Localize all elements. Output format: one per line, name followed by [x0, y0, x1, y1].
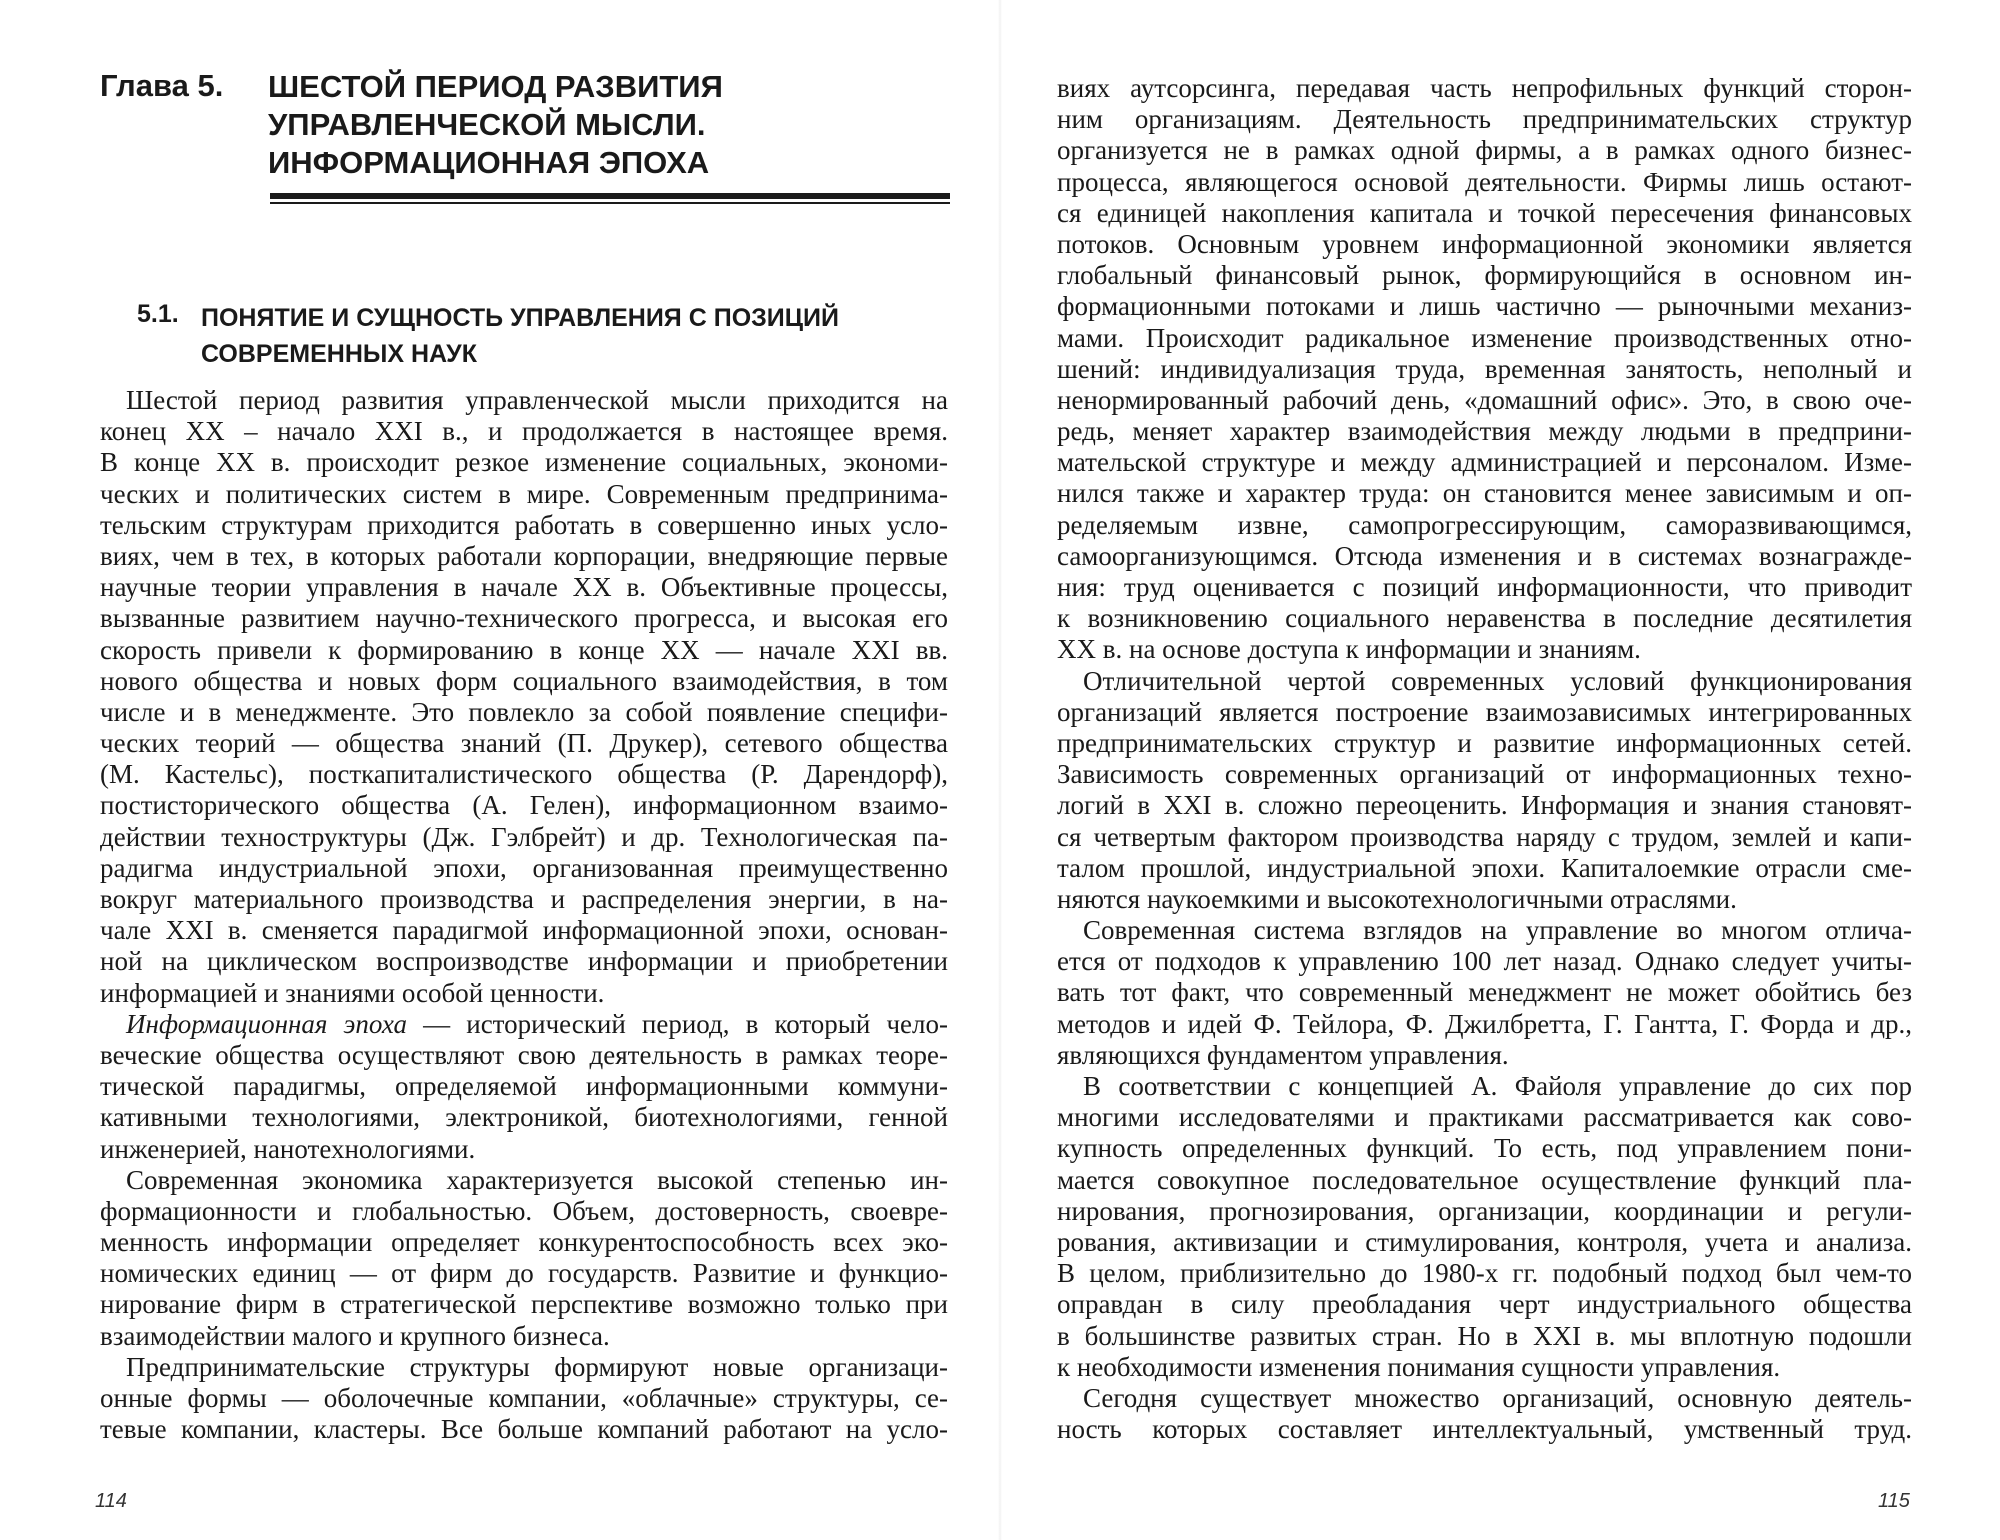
text-line: ся четвертым фактором производства наряду с трудом, землей и капи- — [1057, 821, 1912, 852]
text-line: Зависимость современных организаций от информационных техно- — [1057, 759, 1912, 790]
text-line: номических единиц — от фирм до государств. Развитие и функцио- — [100, 1258, 948, 1289]
text-line: потоков. Основным уровнем информационной экономики является — [1057, 228, 1912, 259]
page-number-left: 114 — [95, 1490, 127, 1512]
text-line: ним организациям. Деятельность предпринимательских структур — [1057, 104, 1912, 135]
text-line: информацией и знаниями особой ценности. — [100, 977, 605, 1008]
text-line: шений: индивидуализация труда, временная занятость, неполный и — [1057, 353, 1912, 384]
text-line: конец XX – начало XXI в., и продолжается в настоящее время. — [100, 416, 948, 447]
text-line: В соответствии с концепцией А. Файоля управление до сих пор — [1083, 1071, 1912, 1101]
text-line: редь, меняет характер взаимодействия между людьми в предприни- — [1057, 416, 1912, 447]
chapter-title-line: ИНФОРМАЦИОННАЯ ЭПОХА — [268, 145, 710, 180]
text-line: процесса, являющегося основой деятельности. Фирмы лишь остают- — [1057, 166, 1912, 197]
text-line: (М. Кастельс), посткапиталистического общества (Р. Дарендорф), — [100, 759, 948, 790]
text-line: мательской структуре и между администрацией и персоналом. Изме- — [1057, 447, 1912, 478]
text-line: являющихся фундаментом управления. — [1057, 1039, 1509, 1070]
section-title-line: ПОНЯТИЕ И СУЩНОСТЬ УПРАВЛЕНИЯ С ПОЗИЦИЙ — [201, 304, 839, 332]
text-line: Предпринимательские структуры формируют новые организаци- — [126, 1351, 948, 1382]
text-line: Отличительной чертой современных условий функционирования — [1083, 665, 1912, 696]
italic-term: Информационная эпоха — [126, 1008, 408, 1039]
text-line: чале XXI в. сменяется парадигмой информационной эпохи, основан- — [100, 915, 948, 946]
section-number: 5.1. — [137, 300, 179, 328]
text-line: ненормированный рабочий день, «домашний офис». Это, в свою оче- — [1057, 384, 1912, 415]
text-line: веческие общества осуществляют свою деятельность в рамках теоре- — [100, 1039, 948, 1070]
chapter-rule-thin — [270, 202, 950, 204]
text-line: ния: труд оценивается с позиций информационности, что приводит — [1057, 572, 1912, 602]
chapter-rule — [270, 193, 950, 199]
text-line: к возникновению социального неравенства в последние десятилетия — [1057, 603, 1912, 634]
text-line: виях аутсорсинга, передавая часть непрофильных функций сторон- — [1057, 73, 1912, 103]
text-line: менность информации определяет конкурентоспособность всех эко- — [100, 1227, 948, 1258]
page-number-right: 115 — [1878, 1490, 1910, 1512]
text-line: нирования, прогнозирования, организации, координации и регули- — [1057, 1195, 1912, 1226]
text-line: оправдан в силу преобладания черт индустриального общества — [1057, 1289, 1912, 1320]
text-line: скорость привели к формированию в конце XX — начале XXI вв. — [100, 634, 948, 665]
text-line: талом прошлой, индустриальной эпохи. Капиталоемкие отрасли сме- — [1057, 852, 1912, 883]
text-line: кативными технологиями, электроникой, биотехнологиями, генной — [100, 1102, 948, 1133]
text-line: ределяемым извне, самопрогрессирующим, саморазвивающимся, — [1057, 509, 1912, 540]
text-line: тевые компании, кластеры. Все больше компаний работают на усло- — [100, 1414, 948, 1445]
chapter-label: Глава 5. — [100, 68, 224, 103]
text-line: логий в XXI в. сложно переоценить. Информация и знания становят- — [1057, 790, 1912, 821]
text-line: купность определенных функций. То есть, под управлением пони- — [1057, 1133, 1912, 1164]
text-line: виях, чем в тех, в которых работали корпорации, внедряющие первые — [100, 540, 948, 571]
text-line: вызванные развитием научно-технического прогресса, и высокая его — [100, 603, 948, 634]
text-line: няются наукоемкими и высокотехнологичными отраслями. — [1057, 883, 1737, 914]
text-line: ность которых составляет интеллектуальный, умственный труд. — [1057, 1414, 1912, 1445]
text-line: взаимодействии малого и крупного бизнеса. — [100, 1320, 610, 1351]
text-line: Шестой период развития управленческой мысли приходится на — [126, 385, 948, 415]
text-line: рования, активизации и стимулирования, контроля, учета и анализа. — [1057, 1226, 1912, 1257]
text-line: ется от подходов к управлению 100 лет назад. Однако следует учиты- — [1057, 946, 1912, 977]
text-line: мается совокупное последовательное осуществление функций пла- — [1057, 1164, 1912, 1195]
section-title-line: СОВРЕМЕННЫХ НАУК — [201, 340, 477, 368]
text-line: ся единицей накопления капитала и точкой пересечения финансовых — [1057, 197, 1912, 228]
text-line: радигма индустриальной эпохи, организованная преимущественно — [100, 852, 948, 883]
text-line: в большинстве развитых стран. Но в XXI в. мы вплотную подошли — [1057, 1320, 1912, 1351]
text-line: В конце XX в. происходит резкое изменение социальных, экономи- — [100, 447, 948, 478]
chapter-title-line: ШЕСТОЙ ПЕРИОД РАЗВИТИЯ — [268, 69, 723, 104]
text-line: ной на циклическом воспроизводстве информации и приобретении — [100, 946, 948, 977]
text-line: инженерией, нанотехнологиями. — [100, 1133, 476, 1164]
text-line: формационности и глобальностью. Объем, достоверность, своевре- — [100, 1195, 948, 1226]
text-line: самоорганизующимся. Отсюда изменения и в системах вознагражде- — [1057, 540, 1912, 571]
text-line: Современная экономика характеризуется высокой степенью ин- — [126, 1164, 948, 1195]
text-line: тельским структурам приходится работать в совершенно иных усло- — [100, 509, 948, 540]
text-line: онные формы — оболочечные компании, «облачные» структуры, се- — [100, 1383, 948, 1413]
text-line: Современная система взглядов на управление во многом отлича- — [1083, 915, 1912, 946]
text-line: нирование фирм в стратегической перспективе возможно только при — [100, 1289, 948, 1320]
text-line: организуется не в рамках одной фирмы, а в рамках одного бизнес- — [1057, 135, 1912, 166]
text-line: числе и в менеджменте. Это повлекло за собой появление специфи- — [100, 696, 948, 727]
text-line: тической парадигмы, определяемой информационными коммуни- — [100, 1071, 948, 1102]
text-line: ческих теорий — общества знаний (П. Друкер), сетевого общества — [100, 728, 948, 759]
text-line: действии техноструктуры (Дж. Гэлбрейт) и др. Технологическая па- — [100, 821, 948, 852]
text-line: нился также и характер труда: он становится менее зависимым и оп- — [1057, 478, 1912, 509]
text-line: XX в. на основе доступа к информации и знаниям. — [1057, 634, 1641, 665]
section-title — [201, 300, 901, 372]
text-line: В целом, приблизительно до 1980-х гг. подобный подход был чем-то — [1057, 1258, 1912, 1289]
text-line: многими исследователями и практиками рассматривается как сово- — [1057, 1102, 1912, 1133]
text-line: ческих и политических систем в мире. Современным предпринима- — [100, 478, 948, 509]
text-line: вокруг материального производства и распределения энергии, в на- — [100, 884, 948, 914]
text-line: Сегодня существует множество организаций, основную деятель- — [1083, 1382, 1912, 1413]
text-line: организаций является построение взаимозависимых интегрированных — [1057, 696, 1912, 727]
right-body-text — [1057, 73, 1912, 1445]
definition-text: — исторический период, в который чело- — [423, 1008, 948, 1039]
text-line: нового общества и новых форм социального взаимодействия, в том — [100, 665, 948, 696]
text-line: научные теории управления в начале XX в. Объективные процессы, — [100, 572, 948, 603]
text-line: предпринимательских структур и развитие информационных сетей. — [1057, 727, 1912, 758]
text-line: мами. Происходит радикальное изменение производственных отно- — [1057, 322, 1912, 353]
text-line: к необходимости изменения понимания сущности управления. — [1057, 1351, 1781, 1382]
left-body-text — [100, 385, 948, 1445]
chapter-title — [268, 68, 948, 182]
text-line: методов и идей Ф. Тейлора, Ф. Джилбретта, Г. Гантта, Г. Форда и др., — [1057, 1008, 1912, 1039]
chapter-title-line: УПРАВЛЕНЧЕСКОЙ МЫСЛИ. — [268, 107, 706, 142]
text-line-definition — [100, 1009, 948, 1040]
text-line: постисторического общества (А. Гелен), информационном взаимо- — [100, 790, 948, 821]
text-line: формационными потоками и лишь частично — рыночными механиз- — [1057, 291, 1912, 322]
text-line: глобальный финансовый рынок, формирующийся в основном ин- — [1057, 260, 1912, 291]
text-line: вать тот факт, что современный менеджмент не может обойтись без — [1057, 977, 1912, 1008]
